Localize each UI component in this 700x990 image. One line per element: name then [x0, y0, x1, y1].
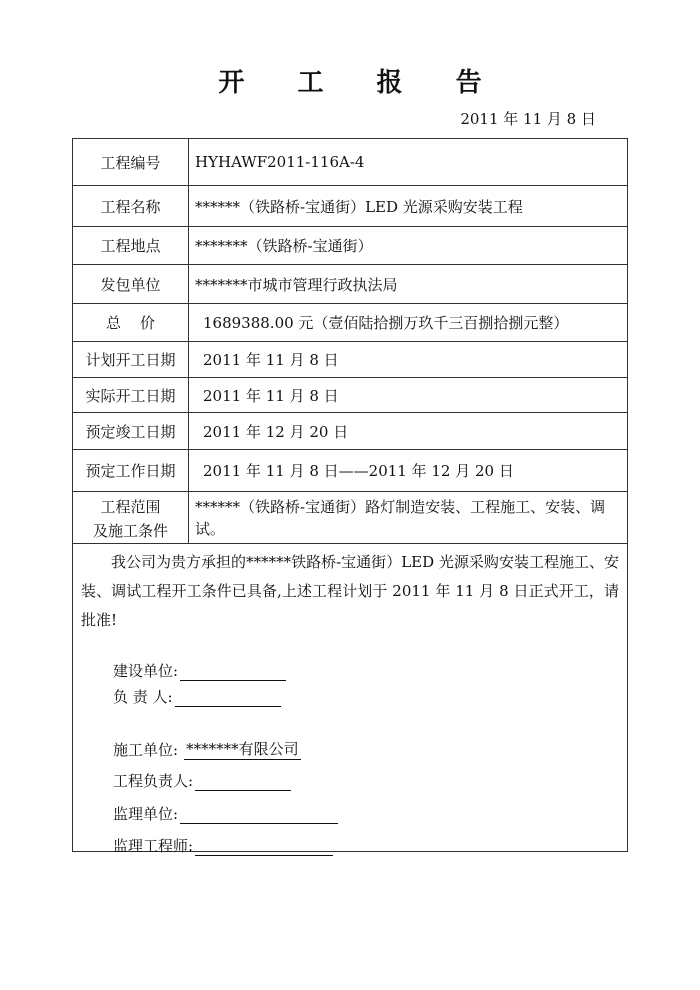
field-row [73, 413, 628, 450]
planned-start-label: 计划开工日期 [73, 342, 189, 378]
actual-start-value: 2011 年 11 月 8 日 [189, 378, 628, 413]
project-name-label: 工程名称 [73, 186, 189, 227]
field-row [73, 265, 628, 304]
planned-start-value: 2011 年 11 月 8 日 [189, 342, 628, 378]
contractor-line [113, 738, 301, 760]
statement-text: 我公司为贵方承担的******铁路桥-宝通街）LED 光源采购安装工程施工、安装、调试工程开工条件已具备,上述工程计划于 2011 年 11 月 8 日正式开工，请批准! [81, 553, 619, 629]
project-manager-blank[interactable] [195, 772, 291, 791]
construction-responsible-label: 负 责 人: [113, 688, 173, 706]
scope-value-cell [189, 492, 628, 544]
supervision-unit-line [113, 803, 338, 824]
field-row [73, 139, 628, 186]
contractor-label: 施工单位: [113, 741, 179, 759]
document-title: 开 工 报 告 [218, 68, 504, 98]
supervision-engineer-blank[interactable] [195, 837, 333, 856]
construction-unit-blank[interactable] [180, 662, 286, 681]
planned-duration-value: 2011 年 11 月 8 日——2011 年 12 月 20 日 [189, 450, 628, 492]
field-row [73, 186, 628, 227]
client-label: 发包单位 [73, 265, 189, 304]
report-table [72, 138, 628, 855]
field-row [73, 342, 628, 378]
supervision-engineer-label: 监理工程师: [113, 837, 194, 855]
project-name-value: ******（铁路桥-宝通街）LED 光源采购安装工程 [189, 186, 628, 227]
planned-completion-value: 2011 年 12 月 20 日 [189, 413, 628, 450]
project-number-label: 工程编号 [73, 139, 189, 186]
field-row [73, 304, 628, 342]
scope-row [73, 492, 628, 544]
scope-label [73, 492, 189, 544]
scope-value: ******（铁路桥-宝通街）路灯制造安装、工程施工、安装、调试。 [195, 497, 606, 538]
actual-start-label: 实际开工日期 [73, 378, 189, 413]
planned-completion-label: 预定竣工日期 [73, 413, 189, 450]
project-location-value: *******（铁路桥-宝通街） [189, 227, 628, 265]
total-price-label: 总 价 [73, 304, 189, 342]
project-manager-label: 工程负责人: [113, 772, 194, 790]
planned-duration-label: 预定工作日期 [73, 450, 189, 492]
contractor-value: *******有限公司 [186, 740, 299, 758]
field-row [73, 227, 628, 265]
statement-cell [73, 544, 628, 855]
field-row [73, 378, 628, 413]
report-date: 2011 年 11 月 8 日 [460, 110, 596, 128]
project-number-value: HYHAWF2011-116A-4 [189, 139, 628, 186]
construction-responsible-line [113, 686, 281, 707]
total-price-value: 1689388.00 元（壹佰陆拾捌万玖千三百捌拾捌元整） [189, 304, 628, 342]
supervision-unit-label: 监理单位: [113, 805, 179, 823]
client-value: *******市城市管理行政执法局 [189, 265, 628, 304]
scope-label-line2: 及施工条件 [92, 521, 168, 540]
supervision-engineer-line [113, 835, 333, 856]
supervision-unit-blank[interactable] [180, 805, 338, 824]
field-row [73, 450, 628, 492]
statement-row [73, 544, 628, 852]
construction-responsible-blank[interactable] [175, 688, 281, 707]
scope-label-line1: 工程范围 [100, 497, 161, 516]
construction-unit-line [113, 660, 286, 681]
construction-unit-label: 建设单位: [113, 662, 179, 680]
project-manager-line [113, 770, 291, 791]
project-location-label: 工程地点 [73, 227, 189, 265]
